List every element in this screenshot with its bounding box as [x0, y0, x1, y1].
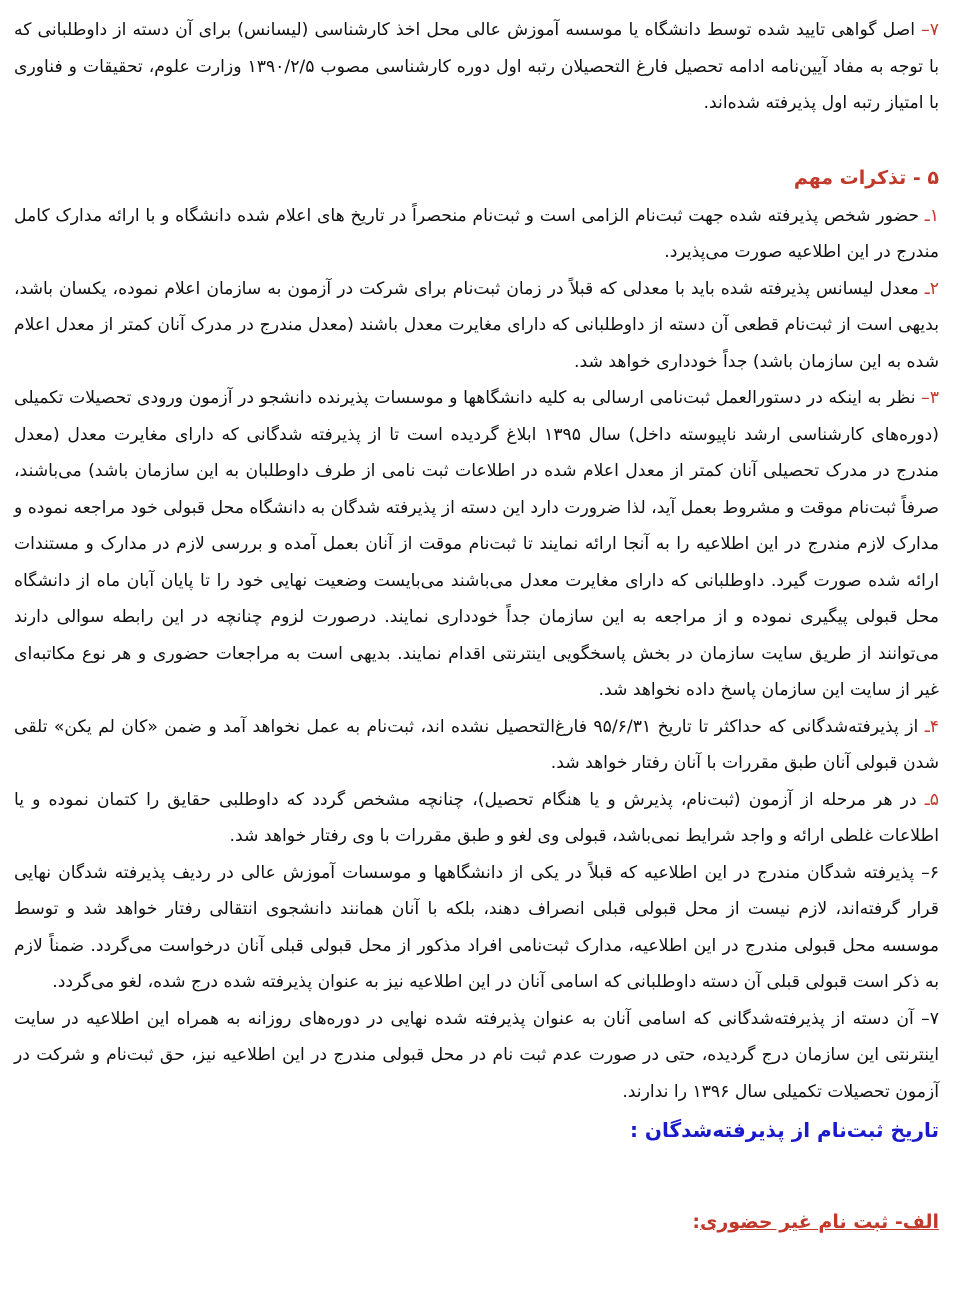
sub-heading-colon: :: [692, 1211, 700, 1233]
item-number: ۳–: [921, 388, 939, 408]
item-text: حضور شخص پذیرفته شده جهت ثبت‌نام الزامی است و ثبت‌نام منحصراً در تاریخ های اعلام شده دانشگاه و با ارائه مدارک کامل مندرج در این اطلاعیه صورت می‌پذیرد.: [14, 205, 939, 262]
item-text: در هر مرحله از آزمون (ثبت‌نام، پذیرش و یا هنگام تحصیل)، چنانچه مشخص گردد که داوطلبی حقایق را کتمان نموده و یا اطلاعات غلطی ارائه و واجد شرایط نمی‌باشد، قبولی وی لغو و طبق مقررات با وی رفتار خواهد شد.: [14, 789, 939, 846]
item-text: از پذیرفته‌شدگانی که حداکثر تا تاریخ ۹۵/۶/۳۱ فارغ‌التحصیل نشده اند، ثبت‌نام به عمل نخواهد آمد و ضمن «کان لم یکن» تلقی شدن قبولی آنان طبق مقررات با آنان رفتار خواهد شد.: [14, 716, 939, 773]
item-number: ۵ـ: [924, 789, 939, 810]
intro-item-7: [14, 12, 939, 122]
sub-heading-text: الف- ثبت نام غیر حضوری: [699, 1211, 939, 1233]
registration-dates-title: تاریخ ثبت‌نام از پذیرفته‌شدگان :: [629, 1118, 939, 1142]
note-item-6: [14, 855, 939, 1001]
item-text: ۷– آن دسته از پذیرفته‌شدگانی که اسامی آنان به عنوان پذیرفته شده نهایی در دوره‌های روزانه به همراه این اطلاعیه در سایت اینترنتی این سازمان درج گردیده، حتی در صورت عدم ثبت نام در محل قبولی مندرج در این اطلاعیه نیز، حق ثبت‌نام و شرکت در آزمون تحصیلات تکمیلی سال ۱۳۹۶ را ندارند.: [14, 1008, 939, 1102]
note-item-3: [14, 380, 939, 709]
document-page: [14, 12, 939, 1242]
item-text: معدل لیسانس پذیرفته شده باید با معدلی که قبلاً در زمان ثبت‌نام برای شرکت در آزمون به سازمان اعلام نموده، یکسان باشد، بدیهی است از ثبت‌نام قطعی آن دسته از داوطلبانی که دارای مغایرت معدل باشند (معدل مندرج در مدرک آنان کمتر از معدل اعلام شده به این سازمان باشد) جداً خودداری خواهد شد.: [14, 278, 939, 372]
non-attendance-registration-heading: [14, 1202, 939, 1242]
item-text: ۶– پذیرفته شدگان مندرج در این اطلاعیه که قبلاً در یکی از دانشگاهها و موسسات آموزش عالی در ردیف پذیرفته شدگان نهایی قرار گرفته‌اند، لازم نیست از محل قبولی قبلی انصراف دهند، بلکه با آنان همانند دانشجوی انتقالی رفتار خواهد شد و توسط موسسه محل قبولی مندرج در این اطلاعیه، مدارک ثبت‌نامی افراد مذکور از محل قبولی قبلی آنان درخواست می‌گردد. ضمناً لازم به ذکر است قبولی قبلی آن دسته داوطلبانی که اسامی آنان در این اطلاعیه نیز به عنوان پذیرفته شده درج شده، لغو می‌گردد.: [14, 862, 939, 992]
note-item-5: [14, 782, 939, 855]
section-heading-important-notes: ۵ - تذکرات مهم: [793, 166, 939, 189]
item-number: ۴ـ: [924, 716, 939, 737]
item-number: ۲ـ: [924, 278, 939, 299]
note-item-2: [14, 271, 939, 381]
note-item-7: [14, 1001, 939, 1111]
item-number: ۷–: [921, 20, 939, 40]
item-number: ۱ـ: [924, 205, 939, 226]
item-text: اصل گواهی تایید شده توسط دانشگاه یا موسسه آموزش عالی محل اخذ کارشناسی (لیسانس) برای آن دسته از داوطلبانی که با توجه به مفاد آیین‌نامه ادامه تحصیل فارغ التحصیلان رتبه اول دوره کارشناسی مصوب ۱۳۹۰/۲/۵ وزارت علوم، تحقیقات و فناوری با امتیاز رتبه اول پذیرفته شده‌اند.: [14, 20, 939, 113]
note-item-4: [14, 709, 939, 782]
note-item-1: [14, 198, 939, 271]
item-text: نظر به اینکه در دستورالعمل ثبت‌نامی ارسالی به کلیه دانشگاهها و موسسات پذیرنده دانشجو در آزمون ورودی تحصیلات تکمیلی (دوره‌های کارشناسی ارشد ناپیوسته داخل) سال ۱۳۹۵ ابلاغ گردیده است تا از پذیرفته شدگانی که دارای مغایرت معدل (معدل مندرج در مدرک تحصیلی آنان کمتر از معدل اعلام شده در اطلاعات ثبت نامی از طرف داوطلبان به این سازمان باشد) می‌باشند، صرفاً ثبت‌نام موقت و مشروط بعمل آید، لذا ضرورت دارد این دسته از پذیرفته شدگان به دانشگاه محل قبولی خود مراجعه نموده و مدارک لازم مندرج در این اطلاعیه را به آنجا ارائه نمایند تا ثبت‌نام موقت از آنان بعمل آمده و بررسی لازم در مدارک و مستندات ارائه شده صورت گیرد. داوطلبانی که دارای مغایرت معدل می‌باشند می‌بایست وضعیت نهایی خود را تا پایان آبان ماه از دانشگاه محل قبولی پیگیری نموده و از مراجعه به این سازمان جداً خودداری نمایند. درصورت لزوم چنانچه در این رابطه سوالی دارند می‌توانند از طریق سایت سازمان در بخش پاسخگویی اینترنتی اقدام نمایند. بدیهی است به مراجعات حضوری و هر نوع مکاتبه‌ای غیر از سایت این سازمان پاسخ داده نخواهد شد.: [14, 388, 940, 700]
